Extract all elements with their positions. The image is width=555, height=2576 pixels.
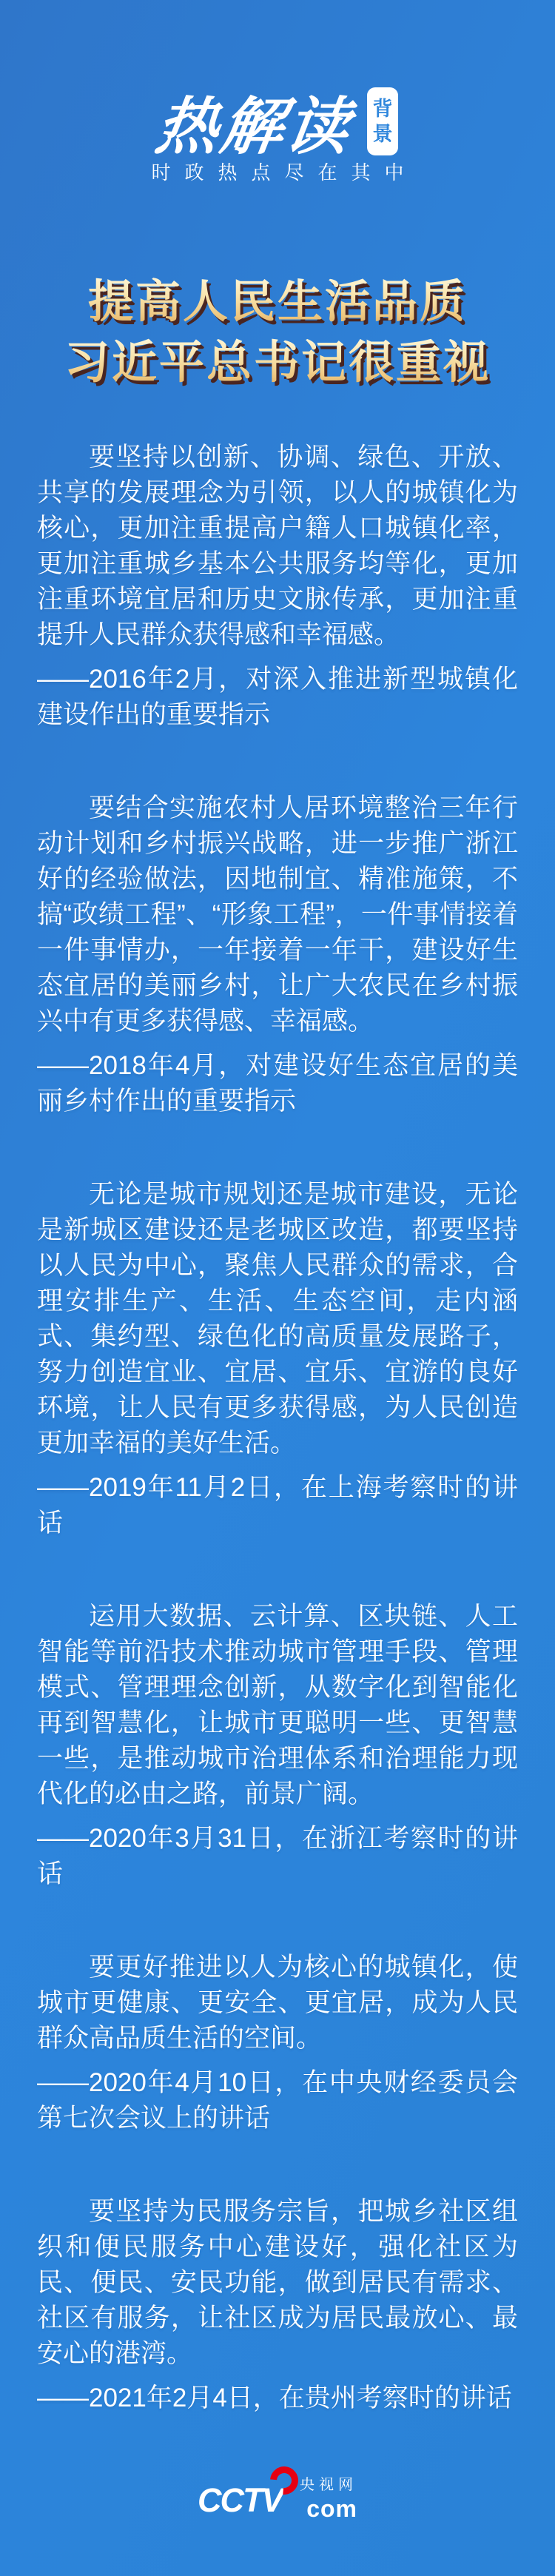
- quote-source: ——2020年3月31日，在浙江考察时的讲话: [37, 1824, 518, 1888]
- quote-block-2: [37, 791, 518, 1119]
- quote-text: 要坚持为民服务宗旨，把城乡社区组织和便民服务中心建设好，强化社区为民、便民、安民功能，做到居民有需求、社区有服务，让社区成为居民最放心、最安心的港湾。: [37, 2197, 518, 2368]
- quote-block-1: [37, 440, 518, 733]
- footer: [0, 2471, 555, 2524]
- rejiedu-logo: 热解读: [151, 91, 357, 161]
- title-line-2: 习近平总书记很重视: [0, 332, 555, 392]
- logo-row: [0, 87, 555, 161]
- cctv-site-name: 央视网: [300, 2477, 357, 2493]
- badge-char-bottom: 景: [372, 123, 393, 145]
- quote-source: ——2020年4月10日，在中央财经委员会第七次会议上的讲话: [37, 2068, 518, 2133]
- quote-text: 无论是城市规划还是城市建设，无论是新城区建设还是老城区改造，都要坚持以人民为中心，聚焦人民群众的需求，合理安排生产、生活、生态空间，走内涵式、集约型、绿色化的高质量发展路子，努力创造宜业、宜居、宜乐、宜游的良好环境，让人民有更多获得感，为人民创造更加幸福的美好生活。: [37, 1180, 518, 1458]
- page-title: [0, 271, 555, 392]
- cctv-com-label: com: [306, 2495, 357, 2522]
- background-badge: [367, 87, 398, 155]
- badge-char-top: 背: [372, 98, 393, 120]
- cctv-wordmark: CCTV: [198, 2481, 283, 2519]
- quote-text: 要坚持以创新、协调、绿色、开放、共享的发展理念为引领，以人的城镇化为核心，更加注重提高户籍人口城镇化率，更加注重城乡基本公共服务均等化，更加注重环境宜居和历史文脉传承，更加注重提升人民群众获得感和幸福感。: [37, 443, 518, 649]
- quote-block-6: [37, 2194, 518, 2416]
- quote-source: ——2021年2月4日，在贵州考察时的讲话: [37, 2384, 512, 2412]
- cctv-logo: [198, 2471, 357, 2524]
- title-line-1: 提高人民生活品质: [0, 271, 555, 332]
- tagline: 时政热点尽在其中: [151, 161, 418, 184]
- header: [0, 0, 555, 185]
- quote-source: ——2016年2月，对深入推进新型城镇化建设作出的重要指示: [37, 665, 518, 729]
- quote-text: 运用大数据、云计算、区块链、人工智能等前沿技术推动城市管理手段、管理模式、管理理念创新，从数字化到智能化再到智慧化，让城市更聪明一些、更智慧一些，是推动城市治理体系和治理能力现代化的必由之路，前景广阔。: [37, 1602, 518, 1808]
- quote-text: 要更好推进以人为核心的城镇化，使城市更健康、更安全、更宜居，成为人民群众高品质生活的空间。: [37, 1953, 518, 2053]
- quote-text: 要结合实施农村人居环境整治三年行动计划和乡村振兴战略，进一步推广浙江好的经验做法，因地制宜、精准施策，不搞“政绩工程”、“形象工程”，一件事情接着一件事情办，一年接着一年干，建设好生态宜居的美丽乡村，让广大农民在乡村振兴中有更多获得感、幸福感。: [37, 794, 518, 1036]
- quote-source: ——2018年4月，对建设好生态宜居的美丽乡村作出的重要指示: [37, 1051, 518, 1116]
- quote-source: ——2019年11月2日，在上海考察时的讲话: [37, 1473, 518, 1537]
- quote-block-4: [37, 1599, 518, 1892]
- quote-block-3: [37, 1177, 518, 1541]
- quote-block-5: [37, 1950, 518, 2136]
